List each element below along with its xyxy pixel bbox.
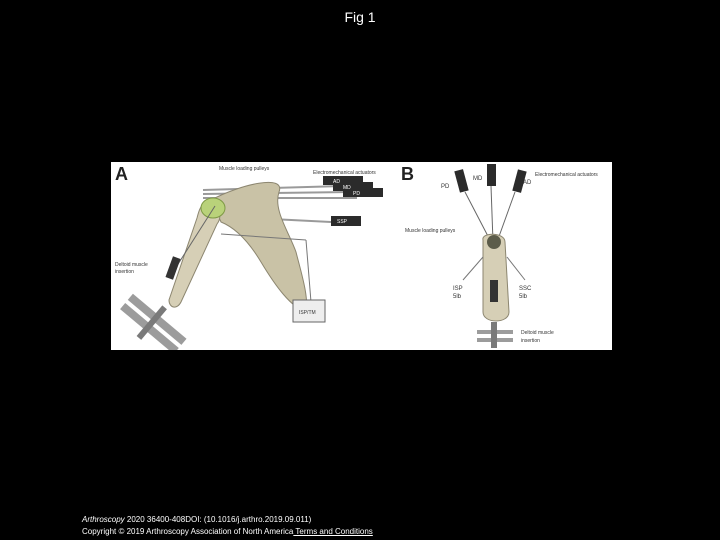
humeral-head-b — [487, 235, 501, 249]
deltoid-clamp-b — [490, 280, 498, 302]
isp-weight-b: 5lb — [453, 294, 462, 300]
figure-title: Fig 1 — [344, 9, 376, 25]
isp-tm-label: ISP/TM — [299, 310, 316, 316]
copyright-text: Copyright © 2019 Arthroscopy Association of North America — [82, 527, 294, 536]
ssc-cable-b — [507, 257, 525, 280]
panel-a-letter: A — [115, 164, 128, 184]
scapula-bone — [211, 182, 307, 312]
tag-pd-b: PD — [441, 184, 450, 190]
ssc-weight-b: 5lb — [519, 294, 528, 300]
citation-line — [82, 514, 373, 526]
ssc-label-b: SSC — [519, 286, 532, 292]
tag-md: MD — [343, 185, 351, 191]
tag-ad-b: AD — [523, 180, 532, 186]
panel-b-actuators-label: Electromechanical actuators — [535, 172, 598, 178]
figure-svg — [111, 162, 612, 350]
journal-name: Arthroscopy — [82, 515, 125, 524]
cable-md-b — [491, 186, 493, 242]
panel-a-deltoid-label-2: insertion — [115, 269, 134, 275]
tag-ad: AD — [333, 179, 340, 185]
terms-link[interactable]: Terms and Conditions — [293, 527, 373, 536]
isp-cable-b — [463, 257, 483, 280]
isp-cable-drop — [306, 240, 311, 302]
actuator-pd-b — [454, 169, 468, 193]
panel-b-pulleys-label: Muscle loading pulleys — [405, 228, 456, 234]
panel-a-deltoid-label-1: Deltoid muscle — [115, 262, 148, 268]
tag-pd: PD — [353, 191, 360, 197]
panel-a-pulleys-label: Muscle loading pulleys — [219, 166, 270, 172]
panel-b-letter: B — [401, 164, 414, 184]
isp-label-b: ISP — [453, 286, 463, 292]
panel-b-deltoid-label-2: insertion — [521, 338, 540, 344]
figure-image — [111, 162, 612, 350]
copyright-line — [82, 526, 373, 538]
panel-b — [401, 164, 598, 348]
humeral-head — [201, 198, 225, 218]
tag-ssp: SSP — [337, 219, 348, 225]
panel-a-actuators-label: Electromechanical actuators — [313, 170, 376, 176]
figure-caption — [82, 514, 373, 538]
citation-text: 2020 36400-408DOI: (10.1016/j.arthro.2019.09.011) — [124, 515, 312, 524]
mount-post-b — [491, 322, 497, 348]
panel-b-deltoid-label-1: Deltoid muscle — [521, 330, 554, 336]
panel-a — [114, 164, 383, 350]
tag-md-b: MD — [473, 176, 483, 182]
actuator-md-b — [487, 164, 496, 186]
cable-ad-b — [497, 192, 515, 242]
